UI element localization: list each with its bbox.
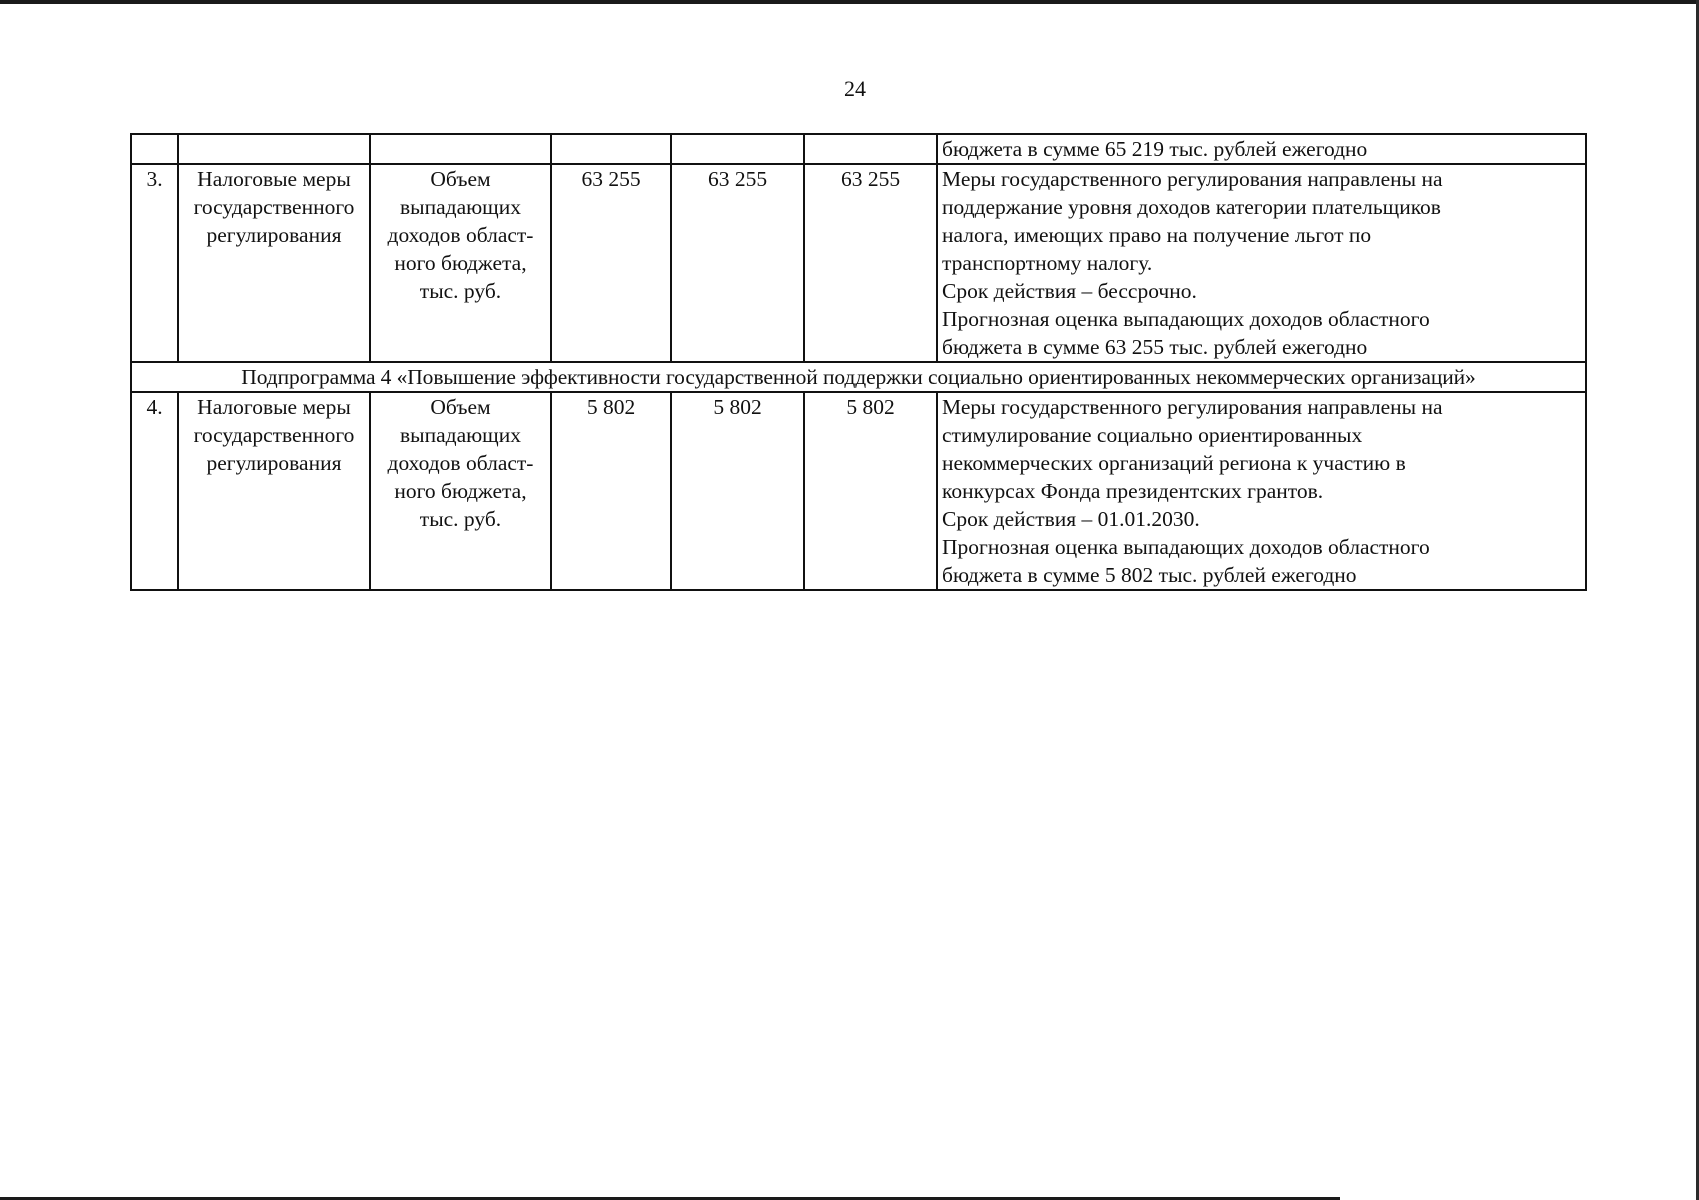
description-line: некоммерческих организаций региона к участию в: [942, 451, 1406, 475]
description-line: Срок действия – 01.01.2030.: [942, 507, 1200, 531]
cell-value-year-2: 63 255: [671, 164, 804, 362]
measure-name-line: регулирования: [206, 223, 342, 247]
cell-value-year-3: 63 255: [804, 164, 937, 362]
indicator-line: ного бюджета,: [394, 251, 527, 275]
cell-row-number: 3.: [131, 164, 178, 362]
description-line: Меры государственного регулирования направлены на: [942, 395, 1443, 419]
indicator-line: выпадающих: [399, 423, 521, 447]
cell-value-year-1: 63 255: [551, 164, 671, 362]
cell-measure-name: [178, 392, 370, 590]
indicator-line: доходов област-: [387, 223, 534, 247]
cell-description: [937, 134, 1586, 164]
table-row-3: [131, 164, 1586, 362]
cell-indicator: [370, 392, 551, 590]
cell-num-empty: [131, 134, 178, 164]
cell-description: [937, 392, 1586, 590]
description-line: Меры государственного регулирования направлены на: [942, 167, 1443, 191]
cell-value-year-2: 5 802: [671, 392, 804, 590]
measure-name-line: Налоговые меры: [197, 395, 351, 419]
description-line: бюджета в сумме 5 802 тыс. рублей ежегодно: [942, 563, 1357, 587]
cell-measure-name: [178, 164, 370, 362]
cell-name-empty: [178, 134, 370, 164]
description-line: Прогнозная оценка выпадающих доходов областного: [942, 535, 1430, 559]
description-line: стимулирование социально ориентированных: [942, 423, 1363, 447]
cell-row-number: 4.: [131, 392, 178, 590]
indicator-line: доходов област-: [387, 451, 534, 475]
indicator-line: тыс. руб.: [419, 507, 502, 531]
description-line: Прогнозная оценка выпадающих доходов областного: [942, 307, 1430, 331]
indicator-line: выпадающих: [399, 195, 521, 219]
description-line: транспортному налогу.: [942, 251, 1153, 275]
cell-description: [937, 164, 1586, 362]
cell-indicator-empty: [370, 134, 551, 164]
indicator-line: Объем: [430, 395, 491, 419]
measure-name-line: регулирования: [206, 451, 342, 475]
measure-name-line: Налоговые меры: [197, 167, 351, 191]
table-row-continuation: [131, 134, 1586, 164]
cell-value-year-1: 5 802: [551, 392, 671, 590]
measure-name-line: государственного: [193, 195, 355, 219]
cell-value-1-empty: [551, 134, 671, 164]
description-line: налога, имеющих право на получение льгот по: [942, 223, 1372, 247]
table-row-section-heading: [131, 362, 1586, 392]
description-line: поддержание уровня доходов категории плательщиков: [942, 195, 1441, 219]
description-line: бюджета в сумме 63 255 тыс. рублей ежегодно: [942, 335, 1368, 359]
cell-value-year-3: 5 802: [804, 392, 937, 590]
cell-indicator: [370, 164, 551, 362]
indicator-line: Объем: [430, 167, 491, 191]
tax-measures-table: [130, 133, 1587, 591]
measure-name-line: государственного: [193, 423, 355, 447]
description-line: бюджета в сумме 65 219 тыс. рублей ежегодно: [942, 137, 1368, 161]
cell-value-2-empty: [671, 134, 804, 164]
indicator-line: ного бюджета,: [394, 479, 527, 503]
subprogram-heading: Подпрограмма 4 «Повышение эффективности государственной поддержки социально ориентированных некоммерческих организаций»: [131, 362, 1586, 392]
cell-value-3-empty: [804, 134, 937, 164]
description-line: Срок действия – бессрочно.: [942, 279, 1197, 303]
page-number: 24: [844, 76, 866, 101]
scan-border-top: [0, 0, 1699, 4]
table-row-4: [131, 392, 1586, 590]
description-line: конкурсах Фонда президентских грантов.: [942, 479, 1324, 503]
indicator-line: тыс. руб.: [419, 279, 502, 303]
